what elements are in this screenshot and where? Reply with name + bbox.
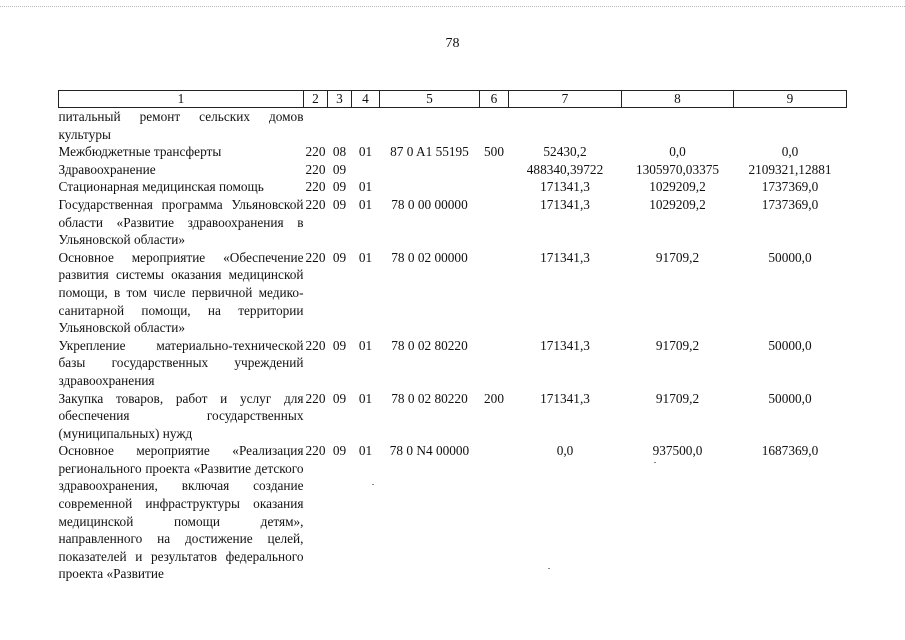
- target-article-cell: [380, 178, 480, 196]
- row-name-cell: Укрепление материально-технической базы государственных учреждений здравоохранения: [58, 337, 304, 388]
- section-cell: 08: [332, 144, 347, 160]
- column-header: 9: [734, 91, 847, 108]
- amount-cell: 0,0: [669, 144, 686, 160]
- amount-cell: 0,0: [556, 443, 574, 459]
- code-cell: 220: [305, 443, 326, 459]
- amount-cell: 0,0: [781, 144, 799, 160]
- amount-cell: 488340,39722: [526, 161, 604, 177]
- column-header: 7: [509, 91, 622, 108]
- expense-type-cell: [480, 178, 509, 196]
- target-article-cell: 78 0 02 80220: [391, 337, 468, 353]
- row-name-cell: Стационарная медицинская помощь: [58, 179, 264, 195]
- code-cell: 220: [305, 337, 326, 353]
- amount-cell: 171341,3: [540, 196, 590, 212]
- target-article-cell: 87 0 A1 55195: [390, 144, 469, 160]
- subsection-cell: 01: [358, 196, 373, 212]
- scan-speck: [548, 568, 550, 569]
- amount-cell: 1737369,0: [761, 196, 819, 212]
- header-row: [59, 91, 847, 108]
- budget-table: [58, 90, 847, 583]
- section-cell: 09: [332, 443, 347, 459]
- amount-cell: 1029209,2: [649, 179, 706, 195]
- amount-cell: 50000,0: [768, 390, 812, 406]
- expense-type-cell: [480, 442, 509, 583]
- row-name-cell: питальный ремонт сельских домов культуры: [58, 109, 304, 142]
- table-row: [59, 108, 847, 144]
- code-cell: 220: [305, 179, 326, 195]
- row-name-cell: Здравоохранение: [58, 161, 156, 177]
- amount-cell: 1305970,03375: [635, 161, 720, 177]
- amount-cell: 50000,0: [768, 337, 812, 353]
- amount-cell: 171341,3: [540, 337, 590, 353]
- expense-type-cell: [480, 249, 509, 337]
- subsection-cell: 01: [358, 179, 373, 195]
- amount-cell: 171341,3: [540, 249, 590, 265]
- expense-type-cell: 500: [484, 144, 504, 160]
- column-header: 6: [480, 91, 509, 108]
- section-cell: 09: [332, 161, 347, 177]
- scan-speck: [654, 462, 656, 463]
- subsection-cell: 01: [358, 443, 373, 459]
- subsection-cell: 01: [358, 249, 373, 265]
- code-cell: 220: [305, 390, 326, 406]
- row-name-cell: Закупка товаров, работ и услуг для обеспечения государственных (муниципальных) нужд: [58, 390, 304, 441]
- amount-cell: 91709,2: [655, 249, 700, 265]
- section-cell: 09: [332, 249, 347, 265]
- code-cell: 220: [305, 196, 326, 212]
- table-row: [59, 178, 847, 196]
- amount-cell: [509, 108, 622, 144]
- code-cell: [304, 108, 328, 144]
- column-header: 2: [304, 91, 328, 108]
- amount-cell: 171341,3: [540, 390, 590, 406]
- amount-cell: 1029209,2: [649, 196, 706, 212]
- expense-type-cell: [480, 108, 509, 144]
- scan-speck: [372, 484, 374, 485]
- column-header: 8: [622, 91, 734, 108]
- amount-cell: 91709,2: [655, 337, 700, 353]
- amount-cell: [622, 108, 734, 144]
- expense-type-cell: [480, 337, 509, 390]
- amount-cell: 50000,0: [768, 249, 812, 265]
- row-name-cell: Межбюджетные трансферты: [58, 144, 222, 160]
- column-header: 1: [59, 91, 304, 108]
- column-header: 5: [380, 91, 480, 108]
- target-article-cell: 78 0 02 80220: [391, 390, 468, 406]
- section-cell: 09: [332, 196, 347, 212]
- target-article-cell: 78 0 00 00000: [391, 196, 468, 212]
- amount-cell: 52430,2: [543, 144, 587, 160]
- code-cell: 220: [305, 249, 326, 265]
- subsection-cell: 01: [358, 390, 373, 406]
- amount-cell: 171341,3: [540, 179, 590, 195]
- amount-cell: 2109321,12881: [748, 161, 832, 177]
- subsection-cell: [352, 108, 380, 144]
- amount-cell: 937500,0: [652, 443, 703, 459]
- amount-cell: 1737369,0: [761, 179, 819, 195]
- section-cell: 09: [332, 337, 347, 353]
- subsection-cell: 01: [358, 337, 373, 353]
- expense-type-cell: [480, 196, 509, 249]
- scan-top-edge: [0, 6, 905, 7]
- table-row: [59, 143, 847, 161]
- code-cell: 220: [305, 161, 326, 177]
- amount-cell: 1687369,0: [761, 443, 819, 459]
- target-article-cell: [380, 161, 480, 179]
- table-row: [59, 249, 847, 337]
- subsection-cell: 01: [358, 144, 373, 160]
- section-cell: 09: [332, 390, 347, 406]
- row-name-cell: Основное мероприятие «Реализация регионального проекта «Развитие детского здравоохранения, включая создание современной инфраструктуры оказания медицинской помощи детям», направленного на достижение целей, показателей и результатов федерального проекта «Развитие: [58, 443, 304, 582]
- subsection-cell: [352, 161, 380, 179]
- table-row: [59, 337, 847, 390]
- target-article-cell: [380, 108, 480, 144]
- section-cell: [328, 108, 352, 144]
- expense-type-cell: 200: [484, 390, 504, 406]
- row-name-cell: Основное мероприятие «Обеспечение развития системы оказания медицинской помощи, в том числе первичной медико-санитарной помощи, на территории Ульяновской области»: [58, 249, 304, 336]
- target-article-cell: 78 0 02 00000: [391, 249, 468, 265]
- table-row: [59, 442, 847, 583]
- code-cell: 220: [305, 144, 326, 160]
- table-row: [59, 390, 847, 443]
- amount-cell: 91709,2: [655, 390, 700, 406]
- target-article-cell: 78 0 N4 00000: [389, 443, 470, 459]
- page-number: 78: [445, 36, 460, 51]
- expense-type-cell: [480, 161, 509, 179]
- column-header: 4: [352, 91, 380, 108]
- table-row: [59, 161, 847, 179]
- table-row: [59, 196, 847, 249]
- section-cell: 09: [332, 179, 347, 195]
- column-header: 3: [328, 91, 352, 108]
- amount-cell: [734, 108, 847, 144]
- row-name-cell: Государственная программа Ульяновской области «Развитие здравоохранения в Ульяновской области»: [58, 196, 304, 248]
